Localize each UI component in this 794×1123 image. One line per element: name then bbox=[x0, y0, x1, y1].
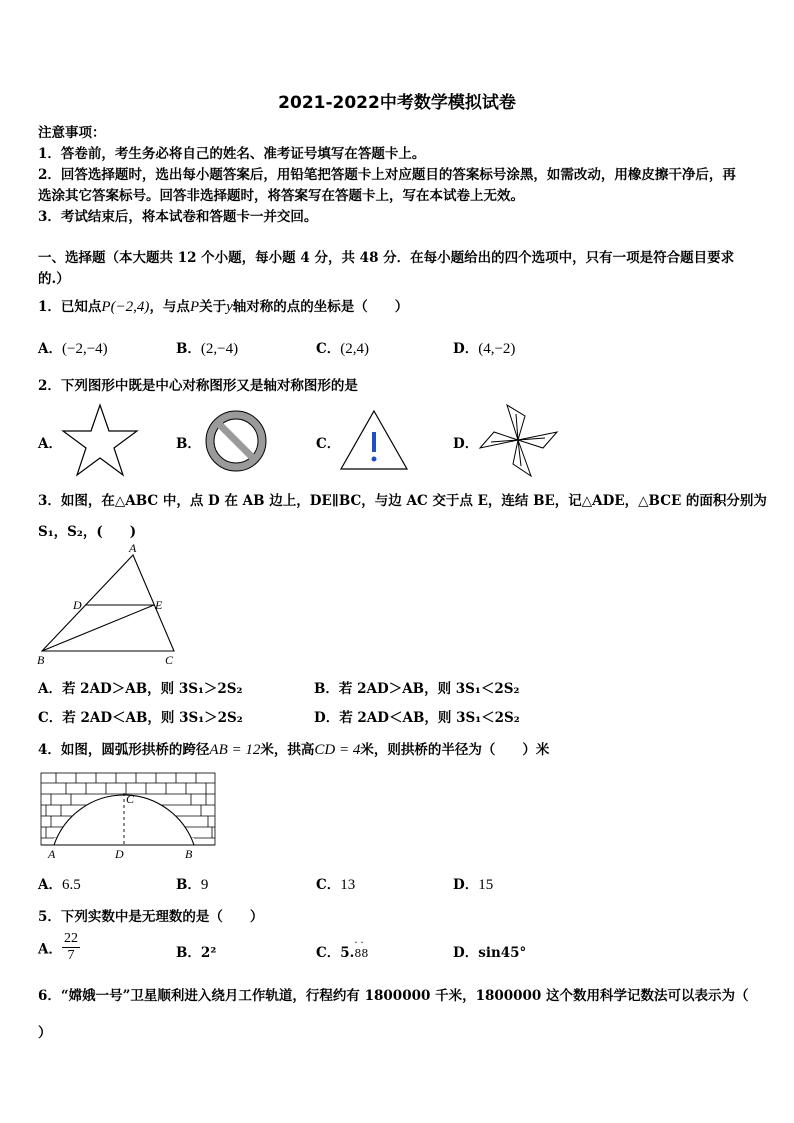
question-3-stem: 3．如图，在△ABC 中，点 D 在 AB 边上，DE∥BC，与边 AC 交于点 E，连结 BE，记△ADE，△BCE 的面积分别为 bbox=[38, 493, 767, 509]
label-b: B bbox=[37, 653, 45, 667]
pinwheel-figure bbox=[477, 402, 559, 478]
label-b: B bbox=[185, 847, 193, 861]
question-2-stem: 2．下列图形中既是中心对称图形又是轴对称图形的是 bbox=[38, 378, 358, 394]
triangle-abc-figure bbox=[34, 540, 194, 668]
q4-option-d: D．15 bbox=[453, 877, 494, 893]
q2-label-c: C． bbox=[316, 436, 341, 452]
q4-option-c: C．13 bbox=[316, 877, 356, 893]
label-d: D bbox=[115, 847, 124, 861]
q5-option-c: C．5. ·· 88 bbox=[316, 938, 369, 961]
section-heading-cont: 的.） bbox=[38, 271, 70, 287]
q3-option-d: D．若 2AD＜AB，则 3S₁＜2S₂ bbox=[314, 710, 520, 726]
star-figure bbox=[60, 403, 140, 477]
section-heading: 一、选择题（本大题共 12 个小题，每小题 4 分，共 48 分．在每小题给出的四个选项中，只有一项是符合题目要求 bbox=[38, 250, 735, 266]
label-a: A bbox=[48, 847, 56, 861]
label-c: C bbox=[165, 653, 174, 667]
q3-option-a: A．若 2AD＞AB，则 3S₁＞2S₂ bbox=[38, 681, 243, 697]
question-5-stem: 5．下列实数中是无理数的是（ ） bbox=[38, 909, 264, 925]
q1-option-d: D．(4,−2) bbox=[453, 341, 516, 357]
notice-item: 3．考试结束后，将本试卷和答题卡一并交回。 bbox=[38, 209, 318, 225]
page-title: 2021-2022中考数学模拟试卷 bbox=[278, 93, 516, 113]
q2-label-a: A． bbox=[38, 436, 62, 452]
q2-label-b: B． bbox=[176, 436, 201, 452]
question-4-stem: 4．如图，圆弧形拱桥的跨径AB = 12米，拱高CD = 4米，则拱桥的半径为（ ）米 bbox=[38, 742, 550, 758]
q2-label-d: D． bbox=[453, 436, 479, 452]
arch-bridge-figure bbox=[36, 770, 220, 864]
question-1-stem: 1．已知点P(−2,4)，与点P关于y轴对称的点的坐标是（ ） bbox=[38, 299, 409, 315]
question-6-stem: 6．“嫦娥一号”卫星顺利进入绕月工作轨道，行程约有 1800000 千米，1800000 这个数用科学记数法可以表示为（ bbox=[38, 988, 749, 1004]
q5-option-b: B．2² bbox=[176, 945, 217, 961]
label-a: A bbox=[129, 541, 137, 555]
q1-option-b: B．(2,−4) bbox=[176, 341, 239, 357]
q5-option-d: D．sin45° bbox=[453, 945, 527, 961]
label-c: C bbox=[126, 792, 135, 806]
prohibition-sign-figure bbox=[203, 408, 269, 474]
q5-option-a: A． $\frac{22}{7}$ bbox=[38, 931, 78, 963]
notice-item: 1．答卷前，考生务必将自己的姓名、准考证号填写在答题卡上。 bbox=[38, 146, 426, 162]
q4-option-a: A．6.5 bbox=[38, 877, 81, 893]
q4-option-b: B．9 bbox=[176, 877, 209, 893]
question-3-stem-cont: S₁，S₂，( ) bbox=[38, 524, 137, 540]
label-e: E bbox=[155, 598, 163, 612]
fraction: $\frac{22}{7}$ bbox=[63, 931, 78, 963]
warning-triangle-figure bbox=[338, 408, 410, 472]
q1-option-a: A．(−2,−4) bbox=[38, 341, 108, 357]
q3-option-b: B．若 2AD＞AB，则 3S₁＜2S₂ bbox=[314, 681, 520, 697]
label-d: D bbox=[73, 598, 82, 612]
notice-item: 2．回答选择题时，选出每小题答案后，用铅笔把答题卡上对应题目的答案标号涂黑，如需改动，用橡皮擦干净后，再 bbox=[38, 167, 736, 183]
question-6-stem-cont: ） bbox=[38, 1025, 52, 1041]
notice-heading: 注意事项： bbox=[38, 125, 106, 141]
notice-item: 选涂其它答案标号。回答非选择题时，将答案写在答题卡上，写在本试卷上无效。 bbox=[38, 188, 524, 204]
q1-option-c: C．(2,4) bbox=[316, 341, 369, 357]
q3-option-c: C．若 2AD＜AB，则 3S₁＞2S₂ bbox=[38, 710, 243, 726]
